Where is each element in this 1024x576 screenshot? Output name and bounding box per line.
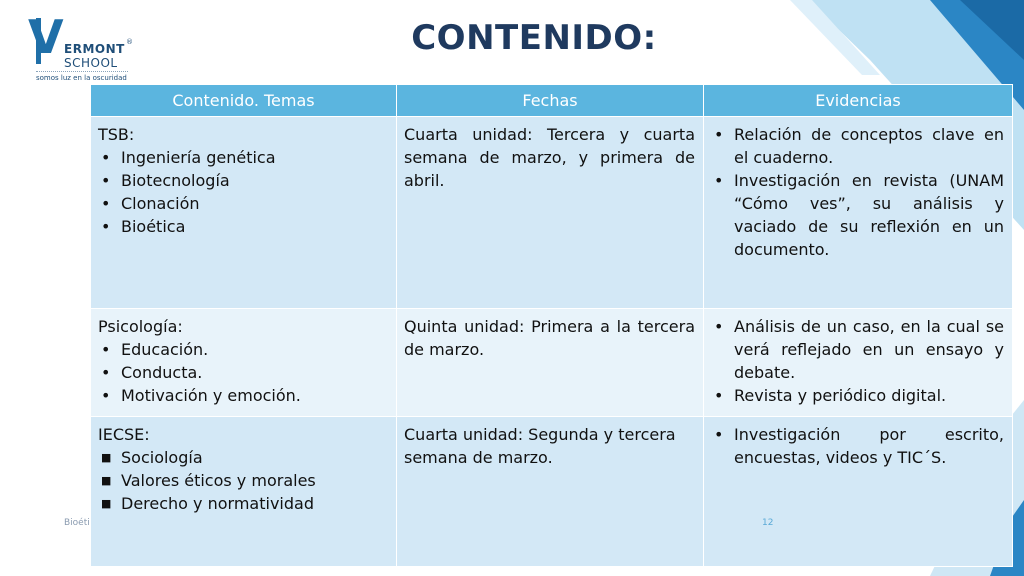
bullet-icon: •: [714, 125, 724, 144]
list-item: [98, 446, 388, 469]
header-dates: Fechas: [397, 85, 704, 117]
dates-cell: Cuarta unidad: Tercera y cuarta semana de marzo, y primera de abril.: [397, 117, 704, 309]
slide-title: CONTENIDO:: [411, 18, 657, 58]
logo-name-line1: ERMONT: [64, 42, 125, 56]
bullet-icon: •: [101, 217, 111, 236]
square-bullet-icon: ■: [101, 474, 112, 487]
list-item: [98, 361, 388, 384]
table-header-row: [91, 85, 1013, 117]
bullet-icon: •: [714, 386, 724, 405]
dates-cell: Quinta unidad: Primera a la tercera de marzo.: [397, 309, 704, 417]
bullet-icon: •: [101, 363, 111, 382]
list-item-text: Conducta.: [121, 363, 203, 382]
list-item-text: Derecho y normatividad: [121, 494, 314, 513]
list-item: [98, 146, 388, 169]
list-item: [711, 315, 1004, 384]
footer-text: Bioéti: [64, 518, 90, 528]
bullet-icon: •: [714, 171, 724, 190]
evidence-cell: [704, 417, 1013, 567]
bullet-icon: •: [714, 425, 724, 444]
bullet-icon: •: [101, 340, 111, 359]
list-item-text: Biotecnología: [121, 171, 230, 190]
table-row: [91, 309, 1013, 417]
list-item-text: Investigación por escrito, encuestas, videos y TIC´S.: [734, 425, 1004, 467]
bullet-icon: •: [101, 148, 111, 167]
list-item: [711, 384, 1004, 407]
evidence-cell: [704, 309, 1013, 417]
topic-title: Psicología:: [98, 317, 183, 336]
list-item-text: Educación.: [121, 340, 209, 359]
evidence-list: [711, 123, 1004, 261]
list-item-text: Clonación: [121, 194, 200, 213]
list-item: [98, 338, 388, 361]
evidence-list: [711, 315, 1004, 407]
list-item: [98, 384, 388, 407]
content-table: [90, 84, 1012, 567]
logo-registered-mark: ®: [126, 38, 133, 46]
topic-cell: [91, 417, 397, 567]
evidence-list: [711, 423, 1004, 469]
table-row: [91, 117, 1013, 309]
logo-name-line2: SCHOOL: [64, 56, 118, 70]
bullet-icon: •: [101, 386, 111, 405]
list-item: [711, 423, 1004, 469]
list-item-text: Relación de conceptos clave en el cuaderno.: [734, 125, 1004, 167]
bullet-icon: •: [714, 317, 724, 336]
list-item-text: Sociología: [121, 448, 203, 467]
bullet-icon: •: [101, 194, 111, 213]
logo-letter: V: [28, 10, 64, 64]
topic-title: IECSE:: [98, 425, 150, 444]
table-row: [91, 417, 1013, 567]
page-number: 12: [762, 518, 774, 528]
square-bullet-icon: ■: [101, 497, 112, 510]
list-item-text: Valores éticos y morales: [121, 471, 316, 490]
logo-tagline: somos luz en la oscuridad: [36, 74, 127, 82]
list-item: [98, 492, 388, 515]
dates-cell: Cuarta unidad: Segunda y tercera semana de marzo.: [397, 417, 704, 567]
list-item-text: Investigación en revista (UNAM “Cómo ves”, su análisis y vaciado de su reflexión en un documento.: [734, 171, 1004, 259]
list-item: [711, 169, 1004, 261]
list-item-text: Ingeniería genética: [121, 148, 276, 167]
list-item: [711, 123, 1004, 169]
header-evidence: Evidencias: [704, 85, 1013, 117]
list-item: [98, 215, 388, 238]
logo-divider: [36, 71, 128, 72]
list-item: [98, 192, 388, 215]
topic-cell: [91, 309, 397, 417]
list-item-text: Análisis de un caso, en la cual se verá reflejado en un ensayo y debate.: [734, 317, 1004, 382]
school-logo: [28, 10, 138, 86]
topic-list: [98, 146, 388, 238]
bullet-icon: •: [101, 171, 111, 190]
header-topics: Contenido. Temas: [91, 85, 397, 117]
list-item: [98, 169, 388, 192]
square-bullet-icon: ■: [101, 451, 112, 464]
topic-list: [98, 446, 388, 515]
topic-cell: [91, 117, 397, 309]
evidence-cell: [704, 117, 1013, 309]
list-item-text: Revista y periódico digital.: [734, 386, 947, 405]
list-item: [98, 469, 388, 492]
topic-list: [98, 338, 388, 407]
list-item-text: Bioética: [121, 217, 186, 236]
list-item-text: Motivación y emoción.: [121, 386, 301, 405]
topic-title: TSB:: [98, 125, 135, 144]
